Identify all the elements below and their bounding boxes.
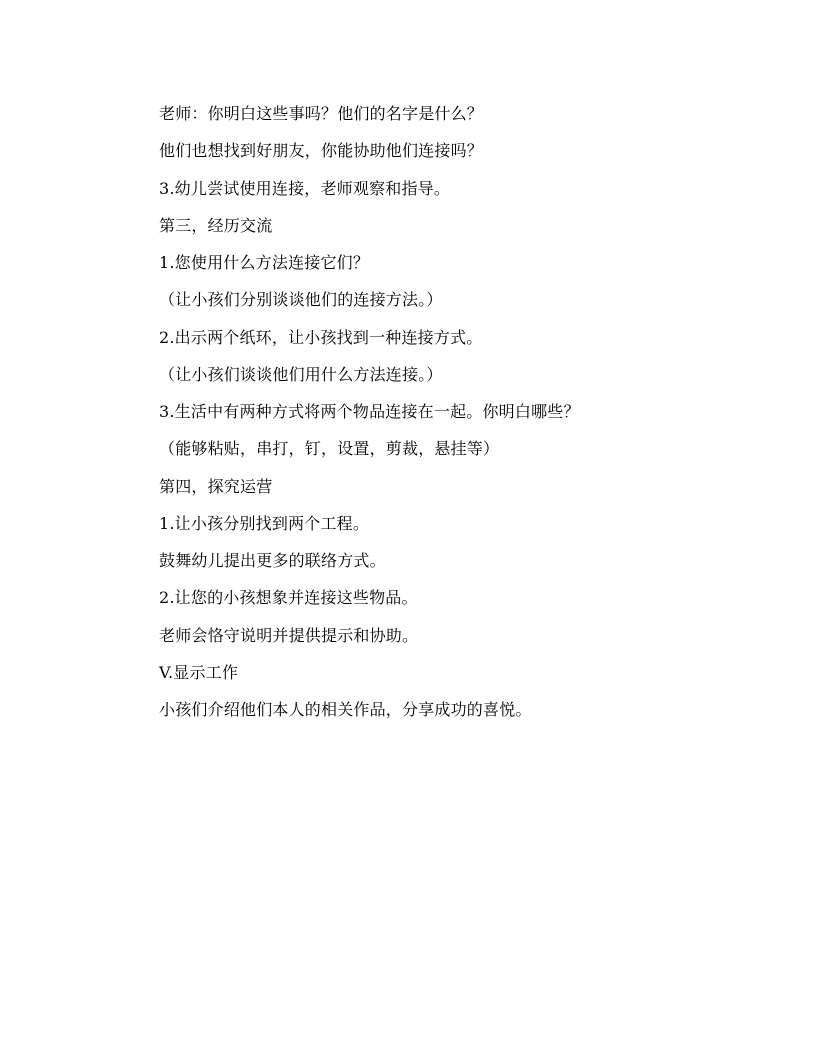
paragraph-step-1-find: 1.让小孩分别找到两个工程。	[159, 513, 370, 533]
paragraph-step-3-try: 3.幼儿尝试使用连接，老师观察和指导。	[159, 178, 451, 198]
paragraph-note-2: （让小孩们谈谈他们用什么方法连接。）	[159, 364, 443, 384]
paragraph-teacher-guide: 老师会恪守说明并提供提示和协助。	[159, 625, 419, 645]
paragraph-q1-method: 1.您使用什么方法连接它们？	[159, 253, 370, 272]
paragraph-q2-paper-rings: 2.出示两个纸环，让小孩找到一种连接方式。	[159, 327, 483, 347]
section-heading-5: V.显示工作	[159, 662, 239, 682]
paragraph-step-2-imagine: 2.让您的小孩想象并连接这些物品。	[159, 588, 418, 608]
document-body	[159, 104, 679, 737]
paragraph-teacher-question: 老师：你明白这些事吗？他们的名字是什么？	[159, 104, 484, 123]
paragraph-note-3: （能够粘贴，串打，钉，设置，剪裁，悬挂等）	[159, 439, 500, 459]
section-heading-3: 第三，经历交流	[159, 215, 273, 235]
paragraph-q3-life: 3.生活中有两种方式将两个物品连接在一起。你明白哪些？	[159, 402, 580, 421]
paragraph-share-works: 小孩们介绍他们本人的相关作品，分享成功的喜悦。	[159, 700, 532, 719]
paragraph-find-friends: 他们也想找到好朋友，你能协助他们连接吗？	[159, 141, 484, 161]
paragraph-encourage: 鼓舞幼儿提出更多的联络方式。	[159, 551, 386, 570]
paragraph-note-1: （让小孩们分别谈谈他们的连接方法。）	[159, 290, 443, 310]
section-heading-4: 第四，探究运营	[159, 476, 273, 496]
